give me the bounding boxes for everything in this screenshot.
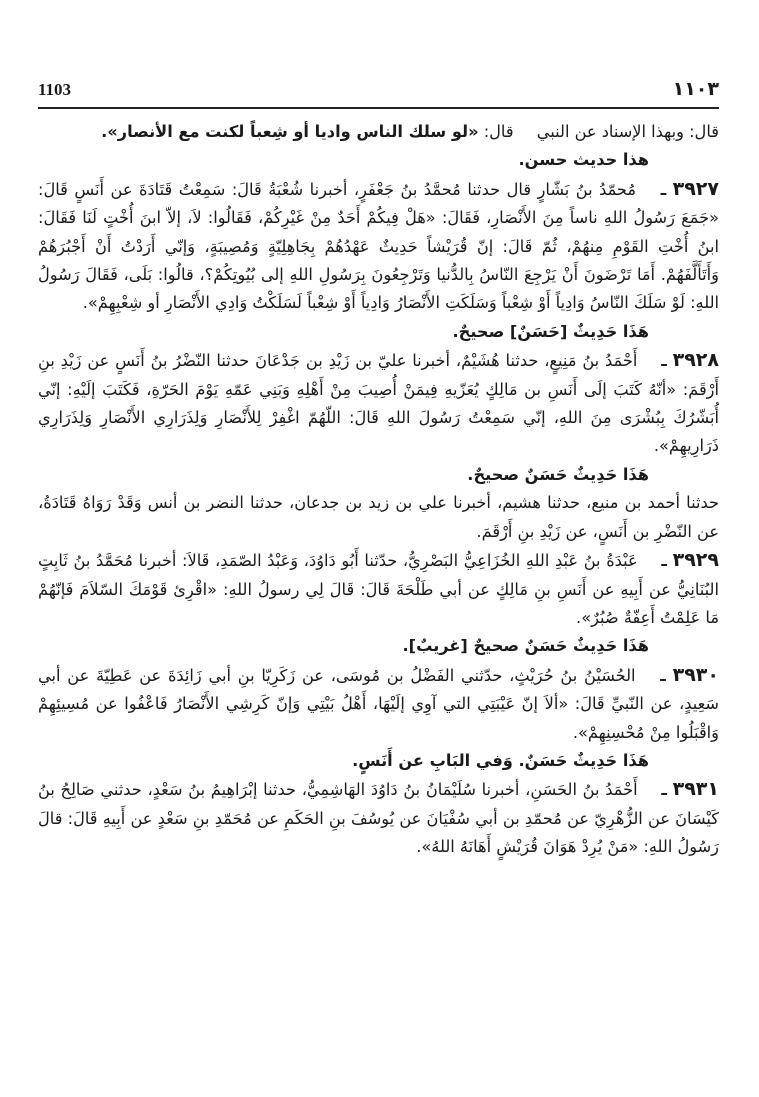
hadith-text: مُحمّدُ بنُ بَشّارٍ قال حدثنا مُحمَّدُ بنُ جَعْفَرٍ، أخبرنا شُعْبَةُ قَالَ: سَمِعْتُ قَتَادَةَ عن أَنَسٍ قَالَ: «جَمَعَ رَسُولُ اللهِ ناساً مِنَ الأَنْصَارِ، فَقَالَ: «هَلْ فِيكُمْ أَحَدٌ مِنْ غَيْرِكُمْ، فَقَالُوا: لاَ، إلاّ ابنَ أُخْتٍ لَنَا فَقَالَ: ابنُ أُخْتِ القَوْمِ مِنهُمْ، ثُمّ قَالَ: إنّ قُرَيْشاً حَدِيثٌ عَهْدُهُمْ بِجَاهِلِيّةٍ وَمُصِيبَةٍ، وَإنّي أَرَدْتُ أَنْ أَجْبُرَهُمْ وَأَتَأَلَّفَهُمْ. أَمَا تَرْضَونَ أَنْ يَرْجِعَ النّاسُ بِالدُّنيا وَتَرْجِعُونَ بِرَسُولِ اللهِ إلى بُيُوتِكُمْ؟، قالُوا: بَلَى، فَقَالَ رَسُولُ اللهِ: لَوْ سَلَكَ النّاسُ وَادِياً أَوْ شِعْباً وَسَلَكَتِ الأَنْصَارُ وَادِياً أَوْ شِعْباً لَسَلَكْتُ وَادِي الأَنْصَارِ أو شِعْبِهِمْ».: [38, 179, 719, 313]
verdict: هَذَا حَدِيثٌ حَسَنٌ. وَفي البَابِ عن أَنَسٍ.: [352, 750, 649, 770]
verdict: هَذَا حَدِيثٌ حَسَنٌ صحيحٌ [غريبٌ].: [402, 636, 649, 656]
hadith-text: عَبْدَةُ بنُ عَبْدِ اللهِ الخُزَاعِيُّ البَصْرِيُّ، حدّثنا أَبُو دَاوُدَ، وَعَبْدُ الصّمَدِ، قَالاَ: أخبرنا مُحَمَّدُ بنُ ثَابِتٍ البُنَانِيُّ عن أَبِيهِ عن أَنَسِ بنِ مَالِكٍ عن أبي طَلْحَةَ قَالَ: قَالَ لِي رسولُ اللهِ: «اقْرِئ قَوْمَكَ السّلاَمَ فَإنّهُمْ مَا عَلِمْتُ أَعِفّةٌ صُبُرٌ».: [38, 551, 719, 627]
intro-text: قال: وبهذا الإسناد عن النبي: [536, 122, 719, 141]
hadith-text: الحُسَيْنُ بنُ حُرَيْثٍ، حدّثني الفَضْلُ بن مُوسَى، عن زَكَرِيّا بنِ أبي زَائِدَةَ عن عَطِيّةَ عن أبي سَعِيدٍ، عن النّبيِّ قَالَ: «ألاَ إنّ عَيْبَتِي التي آوِي إلَيْهَا، أَهْلُ بَيْتِي وَإنّ كَرِشِي الأَنْصَارُ فَاعْفُوا عن مُسِيئِهِمْ وَاقْبَلُوا مِنْ مُحْسِنِهِمْ».: [38, 665, 719, 742]
hadith-3930: ٣٩٣٠ ـ الحُسَيْنُ بنُ حُرَيْثٍ، حدّثني الفَضْلُ بن مُوسَى، عن زَكَرِيّا بنِ أبي زَائِدَةَ عن عَطِيّةَ عن أبي سَعِيدٍ، عن النّبيِّ قَالَ: «ألاَ إنّ عَيْبَتِي التي آوِي إلَيْهَا، أَهْلُ بَيْتِي وَإنّ كَرِشِي الأَنْصَارُ فَاعْفُوا عن مُسِيئِهِمْ وَاقْبَلُوا مِنْ مُحْسِنِهِمْ».: [38, 663, 719, 742]
hadith-text: أَحْمَدُ بنُ الحَسَنِ، أخبرنا سُلَيْمَانُ بنُ دَاوُدَ الهَاشِمِيُّ، حدثنا إبْرَاهِيمُ بنُ سَعْدٍ، حدثني صَالِحُ بنُ كَيْسَانَ عن الزُّهْرِيّ عن مُحمّدِ بن أبي سُفْيَانَ عن يُوسُفَ بنِ الحَكَمِ عن مُحَمّدِ بنِ سَعْدٍ عن أَبِيهِ قَالَ: قالَ رَسُولُ اللهِ: «مَنْ يُرِدْ هَوَانَ قُرَيْشٍ أَهَانَهُ اللهُ».: [38, 780, 719, 857]
hadith-3931: ٣٩٣١ ـ أَحْمَدُ بنُ الحَسَنِ، أخبرنا سُلَيْمَانُ بنُ دَاوُدَ الهَاشِمِيُّ، حدثنا إبْرَاهِيمُ بنُ سَعْدٍ، حدثني صَالِحُ بنُ كَيْسَانَ عن الزُّهْرِيّ عن مُحمّدِ بن أبي سُفْيَانَ عن يُوسُفَ بنِ الحَكَمِ عن مُحَمّدِ بنِ سَعْدٍ عن أَبِيهِ قَالَ: قالَ رَسُولُ اللهِ: «مَنْ يُرِدْ هَوَانَ قُرَيْشٍ أَهَانَهُ اللهُ».: [38, 778, 719, 857]
hadith-number: ٣٩٣١: [672, 778, 719, 801]
verdict: هَذَا حَدِيثٌ [حَسَنٌ] صحيحٌ.: [452, 321, 649, 341]
intro-said: قال:: [483, 122, 514, 141]
page-number-latin: 1103: [38, 80, 72, 99]
verdict: هذا حديث حسن.: [518, 150, 649, 170]
hadith-3928: ٣٩٢٨ ـ أَحْمَدُ بنُ مَنِيعٍ، حدثنا هُشَيْمٌ، أخبرنا عليّ بن زَيْدِ بن جَدْعَانَ حدثنا النّضْرُ بنُ أَنَسٍ عن زَيْدِ بنِ أَرْقَمَ: «أنّهُ كَتَبَ إلَى أَنَسِ بن مَالِكٍ يُعَزّيهِ فِيمَنْ أُصِيبَ مِنْ أَهْلِهِ وَبَنِي عَمّهِ يَوْمَ الحَرّةِ، فَكَتَبَ إلَيْهِ: إنّي أُبَشّرُكَ بِبُشْرَى مِنَ اللهِ، إنّي سَمِعْتُ رَسُولَ اللهِ قَالَ: اللّهُمّ اغْفِرْ لِلأَنْصَارِ وَلِذَرَارِي الأَنْصَارِ وَلِذَرَارِي ذَرَارِيهِمْ».: [38, 349, 719, 456]
hadith-number: ٣٩٢٧: [672, 177, 719, 200]
chain-paragraph: حدثنا أحمد بن منيع، حدثنا هشيم، أخبرنا علي بن زيد بن جدعان، حدثنا النضر بن أنس وَقَدْ رَوَاهُ قَتَادَةُ، عن النّضْرِ بن أَنَسٍ، عن زَيْدِ بنِ أَرْقَمَ.: [38, 493, 719, 541]
hadith-3927: ٣٩٢٧ ـ مُحمّدُ بنُ بَشّارٍ قال حدثنا مُحمَّدُ بنُ جَعْفَرٍ، أخبرنا شُعْبَةُ قَالَ: سَمِعْتُ قَتَادَةَ عن أَنَسٍ قَالَ: «جَمَعَ رَسُولُ اللهِ ناساً مِنَ الأَنْصَارِ، فَقَالَ: «هَلْ فِيكُمْ أَحَدٌ مِنْ غَيْرِكُمْ، فَقَالُوا: لاَ، إلاّ ابنَ أُخْتٍ لَنَا فَقَالَ: ابنُ أُخْتِ القَوْمِ مِنهُمْ، ثُمّ قَالَ: إنّ قُرَيْشاً حَدِيثٌ عَهْدُهُمْ بِجَاهِلِيّةٍ وَمُصِيبَةٍ، وَإنّي أَرَدْتُ أَنْ أَجْبُرَهُمْ وَأَتَأَلَّفَهُمْ. أَمَا تَرْضَونَ أَنْ يَرْجِعَ النّاسُ بِالدُّنيا وَتَرْجِعُونَ بِرَسُولِ اللهِ إلى بُيُوتِكُمْ؟، قالُوا: بَلَى، فَقَالَ رَسُولُ اللهِ: لَوْ سَلَكَ النّاسُ وَادِياً أَوْ شِعْباً وَسَلَكَتِ الأَنْصَارُ وَادِياً أَوْ شِعْباً لَسَلَكْتُ وَادِي الأَنْصَارِ أو شِعْبِهِمْ».: [38, 177, 719, 313]
page-number-arabic: ١١٠٣: [672, 78, 719, 100]
hadith-3929: ٣٩٢٩ ـ عَبْدَةُ بنُ عَبْدِ اللهِ الخُزَاعِيُّ البَصْرِيُّ، حدّثنا أَبُو دَاوُدَ، وَعَبْدُ الصّمَدِ، قَالاَ: أخبرنا مُحَمَّدُ بنُ ثَابِتٍ البُنَانِيُّ عن أَبِيهِ عن أَنَسِ بنِ مَالِكٍ عن أبي طَلْحَةَ قَالَ: قَالَ لِي رسولُ اللهِ: «اقْرِئ قَوْمَكَ السّلاَمَ فَإنّهُمْ مَا عَلِمْتُ أَعِفّةٌ صُبُرٌ».: [38, 549, 719, 627]
hadith-text: أَحْمَدُ بنُ مَنِيعٍ، حدثنا هُشَيْمٌ، أخبرنا عليّ بن زَيْدِ بن جَدْعَانَ حدثنا النّضْرُ بنُ أَنَسٍ عن زَيْدِ بنِ أَرْقَمَ: «أنّهُ كَتَبَ إلَى أَنَسِ بن مَالِكٍ يُعَزّيهِ فِيمَنْ أُصِيبَ مِنْ أَهْلِهِ وَبَنِي عَمّهِ يَوْمَ الحَرّةِ، فَكَتَبَ إلَيْهِ: إنّي أُبَشّرُكَ بِبُشْرَى مِنَ اللهِ، إنّي سَمِعْتُ رَسُولَ اللهِ قَالَ: اللّهُمّ اغْفِرْ لِلأَنْصَارِ وَلِذَرَارِي الأَنْصَارِ وَلِذَرَارِي ذَرَارِيهِمْ».: [38, 351, 719, 456]
hadith-number: ٣٩٢٩: [672, 549, 719, 572]
intro-paragraph: [38, 118, 719, 146]
verdict: هَذَا حَدِيثٌ حَسَنٌ صحيحٌ.: [467, 464, 649, 484]
hadith-number: ٣٩٢٨: [672, 349, 719, 372]
page-header: [38, 78, 719, 106]
page-content: [38, 118, 719, 862]
hadith-number: ٣٩٣٠: [672, 663, 719, 686]
intro-saying: «لو سلك الناس واديا أو شِعباً لكنت مع الأنصار».: [101, 122, 479, 141]
header-rule: [38, 107, 719, 109]
